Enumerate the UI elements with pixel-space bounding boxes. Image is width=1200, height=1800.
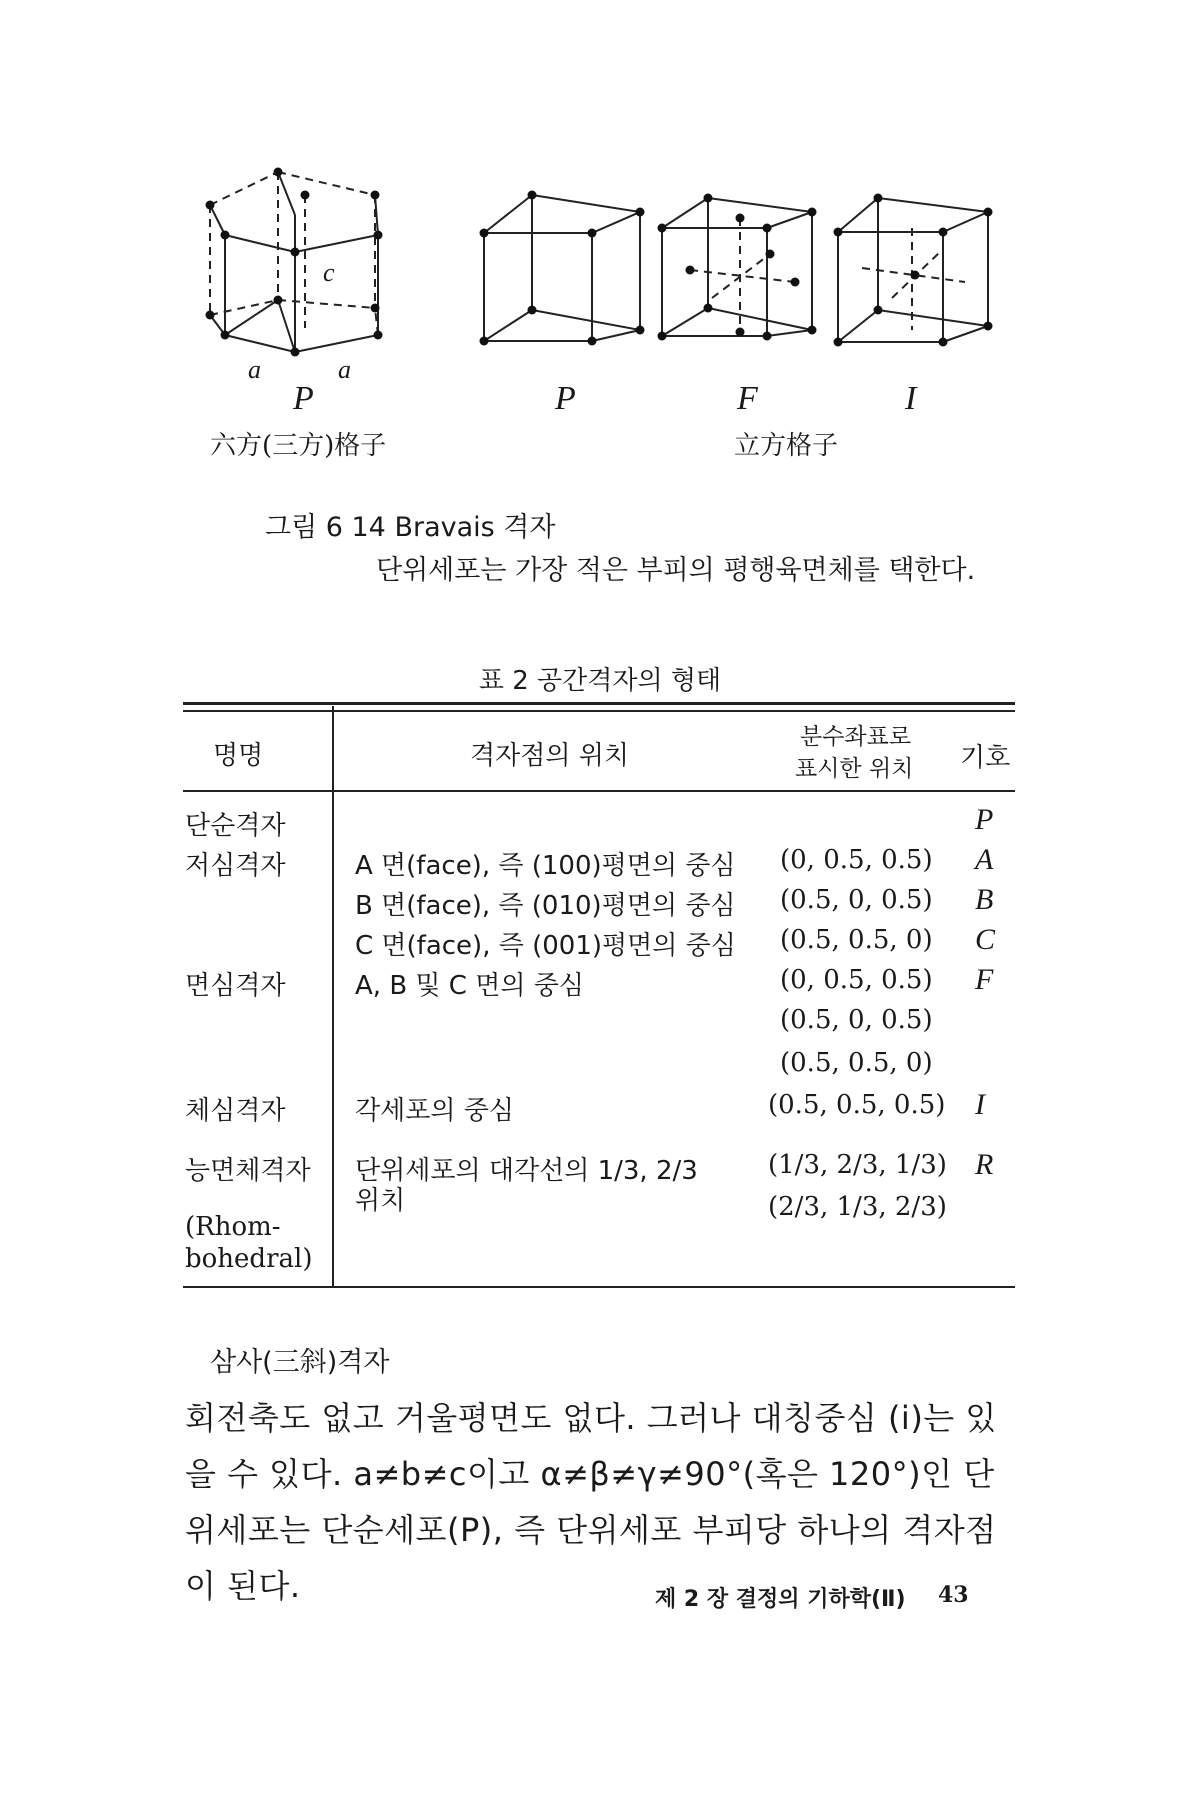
row-rhombohedral-name: 능면체격자	[185, 1156, 311, 1186]
footer-chapter: 제 2 장 결정의 기하학(Ⅱ)	[655, 1587, 906, 1612]
row-rhombohedral-english2: bohedral)	[185, 1244, 313, 1274]
table-title: 표 2 공간격자의 형태	[478, 666, 722, 696]
section-title: 삼사(三斜)격자	[210, 1347, 390, 1378]
row-body-centered-symbol: I	[975, 1088, 985, 1121]
row-c-face-symbol: C	[975, 923, 996, 956]
cubic-p-drawing	[484, 195, 640, 341]
header-name: 명명	[213, 741, 264, 771]
cubic-group-label: 立方格子	[734, 431, 839, 461]
row-face-centered-coords2: (0.5, 0, 0.5)	[780, 1005, 933, 1035]
row-face-centered-name: 면심격자	[185, 971, 286, 1001]
hex-group-label: 六方(三方)格子	[210, 431, 387, 461]
hex-c-label: c	[323, 258, 335, 287]
row-c-face-coords: (0.5, 0.5, 0)	[780, 925, 933, 955]
row-face-centered-symbol: F	[975, 963, 994, 996]
table-bottom-rule	[183, 1286, 1015, 1288]
header-symbol: 기호	[960, 743, 1011, 773]
row-base-centered-name: 저심격자	[185, 851, 286, 881]
bravais-lattice-figure	[0, 0, 1200, 480]
hex-p-label: P	[293, 380, 314, 417]
row-a-face-coords: (0, 0.5, 0.5)	[780, 845, 933, 875]
row-rhombohedral-coords2: (2/3, 1/3, 2/3)	[768, 1192, 947, 1222]
figure-caption-line2: 단위세포는 가장 적은 부피의 평행육면체를 택한다.	[376, 555, 976, 586]
hex-a2-label: a	[338, 355, 351, 384]
section-body: 회전축도 없고 거울평면도 없다. 그러나 대칭중심 (i)는 있을 수 있다. a≠b≠c이고 α≠β≠γ≠90°(혹은 120°)인 단위세포는 단순세포(P), 즉 단위세포 부피당 하나의 격자점이 된다.	[185, 1399, 997, 1605]
row-body-centered-position: 각세포의 중심	[355, 1096, 514, 1126]
row-rhombohedral-position: 단위세포의 대각선의 1/3, 2/3	[355, 1156, 698, 1186]
hexagonal-lattice-drawing	[210, 172, 378, 352]
row-simple-symbol: P	[975, 803, 994, 836]
row-face-centered-coords3: (0.5, 0.5, 0)	[780, 1048, 933, 1078]
cubic-i-drawing	[838, 198, 988, 342]
table-header-rule	[183, 790, 1015, 792]
row-face-centered-position: A, B 및 C 면의 중심	[355, 971, 584, 1001]
row-rhombohedral-symbol: R	[975, 1148, 994, 1181]
row-body-centered-name: 체심격자	[185, 1096, 286, 1126]
row-simple-name: 단순격자	[185, 811, 286, 841]
header-fractional-line1: 분수좌표로	[800, 724, 912, 750]
row-a-face-symbol: A	[975, 843, 994, 876]
row-b-face-position: B 면(face), 즉 (010)평면의 중심	[355, 891, 736, 921]
hex-a1-label: a	[248, 355, 261, 384]
row-b-face-coords: (0.5, 0, 0.5)	[780, 885, 933, 915]
row-body-centered-coords: (0.5, 0.5, 0.5)	[768, 1090, 946, 1120]
row-b-face-symbol: B	[975, 883, 994, 916]
table-top-rule-double	[183, 710, 1015, 712]
table-top-rule	[183, 702, 1015, 705]
table-vertical-rule	[332, 706, 334, 1286]
cubic-f-label: F	[737, 380, 758, 417]
footer-page-number: 43	[938, 1582, 969, 1608]
figure-caption-line1: 그림 6 14 Bravais 격자	[265, 512, 556, 543]
header-position: 격자점의 위치	[470, 741, 629, 771]
row-rhombohedral-position-cont: 위치	[355, 1186, 406, 1216]
header-fractional-line2: 표시한 위치	[795, 756, 914, 782]
row-rhombohedral-coords1: (1/3, 2/3, 1/3)	[768, 1150, 947, 1180]
row-face-centered-coords1: (0, 0.5, 0.5)	[780, 965, 933, 995]
row-rhombohedral-english1: (Rhom-	[185, 1212, 281, 1242]
row-a-face-position: A 면(face), 즉 (100)평면의 중심	[355, 851, 736, 881]
cubic-i-label: I	[905, 380, 917, 417]
row-c-face-position: C 면(face), 즉 (001)평면의 중심	[355, 931, 736, 961]
cubic-p-label: P	[555, 380, 576, 417]
